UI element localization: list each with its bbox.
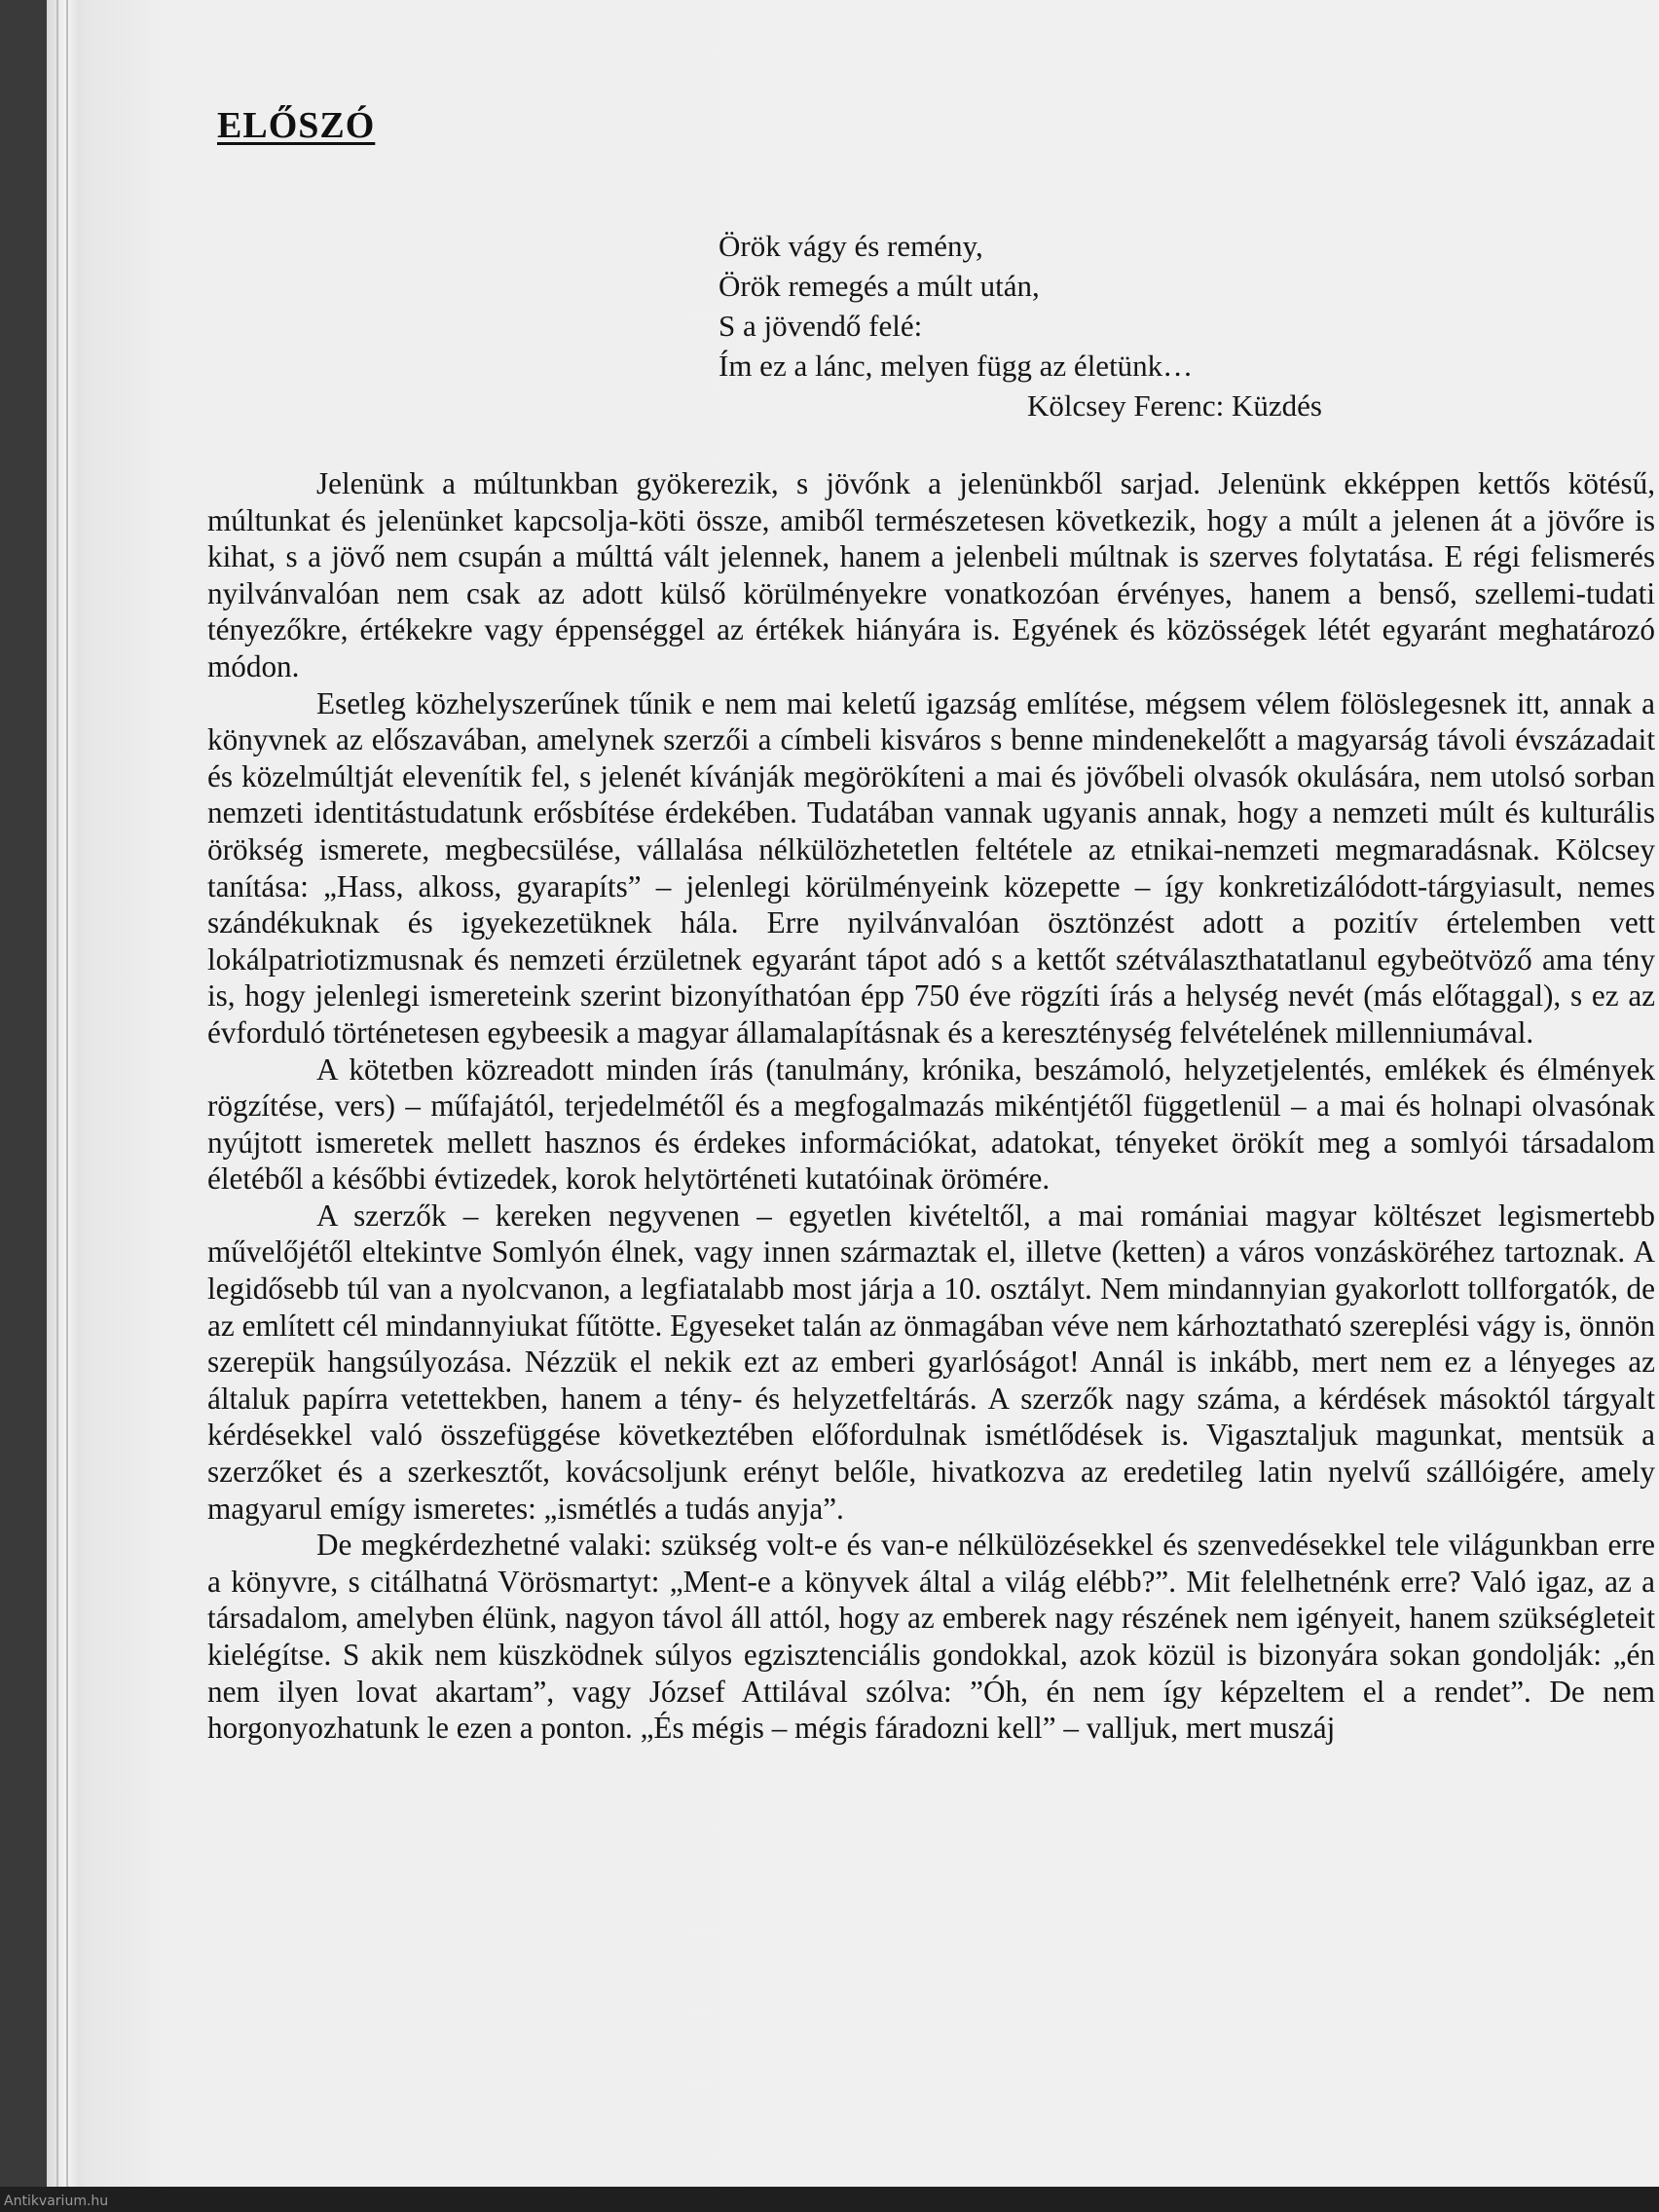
paragraph: A szerzők – kereken negyvenen – egyetlen kivételtől, a mai romániai magyar költészet legismertebb művelőjétől eltekintve Somlyón élnek, vagy innen származtak el, illetve (ketten) a város vonzásköréhez tartoznak. A legidősebb túl van a nyolcvanon, a legfiatalabb most járja a 10. osztályt. Nem mindannyian gyakorlott tollforgatók, de az említett cél mindannyiukat fűtötte. Egyeseket talán az önmagában véve nem kárhoztatható szereplési vágy is, önnön szerepük hangsúlyozása. Nézzük el nekik ezt az emberi gyarlóságot! Annál is inkább, mert nem ez a lényeges az általuk papírra vetettekben, hanem a tény- és helyzetfeltárás. A szerzők nagy száma, a kérdések másoktól tárgyalt kérdésekkel való összefüggése következtében előfordulnak ismétlődések is. Vigasztaljuk magunkat, mentsük a szerzőket és a szerkesztőt, kovácsoljunk erényt belőle, hivatkozva az eredetileg latin nyelvű szállóigére, amely magyarul emígy ismeretes: „ismétlés a tudás anyja”. <box>207 1198 1655 1526</box>
paragraph: Esetleg közhelyszerűnek tűnik e nem mai keletű igazság említése, mégsem vélem fölöslegesnek itt, annak a könyvnek az előszavában, amelynek szerzői a címbeli kisváros s benne mindenekelőtt a magyarság távoli évszázadait és közelmúltját elevenítik fel, s jelenét kívánják megörökíteni a mai és jövőbeli olvasók okulására, nem utolsó sorban nemzeti identitástudatunk erősbítése érdekében. Tudatában vannak ugyanis annak, hogy a nemzeti múlt és kulturális örökség ismerete, megbecsülése, vállalása nélkülözhetetlen feltétele az etnikai-nemzeti megmaradásnak. Kölcsey tanítása: „Hass, alkoss, gyarapíts” – jelenlegi körülményeink közepette – így konkretizálódott-tárgyiasult, nemes szándékuknak és igyekezetüknek hála. Erre nyilvánvalóan ösztönzést adott a pozitív értelemben vett lokálpatriotizmusnak és nemzeti érzületnek egyaránt tápot adó s a kettőt szétválaszthatatlanul egybeötvöző ama tény is, hogy jelenlegi ismereteink szerint bizonyíthatóan épp 750 éve rögzíti írás a helység nevét (más előtaggal), s ez az évforduló történetesen egybeesik a magyar államalapításnak és a kereszténység felvételének millenniumával. <box>207 685 1655 1050</box>
paragraph: A kötetben közreadott minden írás (tanulmány, krónika, beszámoló, helyzetjelentés, emlékek és élmények rögzítése, vers) – műfajától, terjedelmétől és a megfogalmazás mikéntjétől függetlenül – a mai és holnapi olvasónak nyújtott ismeretek mellett hasznos és érdekes információkat, adatokat, tényeket örökít meg a somlyói társadalom életéből a későbbi évtizedek, korok helytörténeti kutatóinak örömére. <box>207 1051 1655 1197</box>
poem-line: Örök remegés a múlt után, <box>719 269 1040 303</box>
poem-line: S a jövendő felé: <box>719 309 923 343</box>
spine-line <box>56 0 58 2212</box>
book-page <box>47 0 1659 2212</box>
watermark: Antikvarium.hu <box>4 2194 109 2209</box>
poem-line: Örök vágy és remény, <box>719 229 983 263</box>
paragraph: Jelenünk a múltunkban gyökerezik, s jövőnk a jelenünkből sarjad. Jelenünk ekképpen kettős kötésű, múltunkat és jelenünket kapcsolja-köti össze, amiből természetesen következik, hogy a múlt a jelenen át a jövőre is kihat, s a jövő nem csupán a múlttá vált jelennek, hanem a jelenbeli múltnak is szerves folytatása. E régi felismerés nyilvánvalóan nem csak az adott külső körülményekre vonatkozóan érvényes, hanem a benső, szellemi-tudati tényezőkre, értékekre vagy éppenséggel az értékek hiányára is. Egyének és közösségek létét egyaránt meghatározó módon. <box>207 466 1655 683</box>
paragraph: De megkérdezhetné valaki: szükség volt-e és van-e nélkülözésekkel és szenvedésekkel tele világunkban erre a könyvre, s citálhatná Vörösmartyt: „Ment-e a könyvek által a világ elébb?”. Mit felelhetnénk erre? Való igaz, az a társadalom, amelyben élünk, nagyon távol áll attól, hogy az emberek nagy részének nem igényeit, hanem szükségleteit kielégítse. S akik nem küszködnek súlyos egzisztenciális gondokkal, azok közül is bizonyára sokan gondolják: „én nem ilyen lovat akartam”, vagy József Attilával szólva: ”Óh, én nem így képzeltem el a rendet”. De nem horgonyozhatunk le ezen a ponton. „És mégis – mégis fáradozni kell” – valljuk, mert muszáj <box>207 1528 1655 1746</box>
epigraph-poem <box>719 226 1322 425</box>
scan-bottom-edge <box>0 2187 1659 2212</box>
poem-attribution: Kölcsey Ferenc: Küzdés <box>1026 388 1322 423</box>
spine-line <box>66 0 68 2212</box>
page-spine-shadow <box>47 0 80 2212</box>
poem-line: Ím ez a lánc, melyen függ az életünk… <box>719 349 1194 383</box>
body-text <box>207 465 1655 1747</box>
page-title: ELŐSZÓ <box>217 105 376 146</box>
